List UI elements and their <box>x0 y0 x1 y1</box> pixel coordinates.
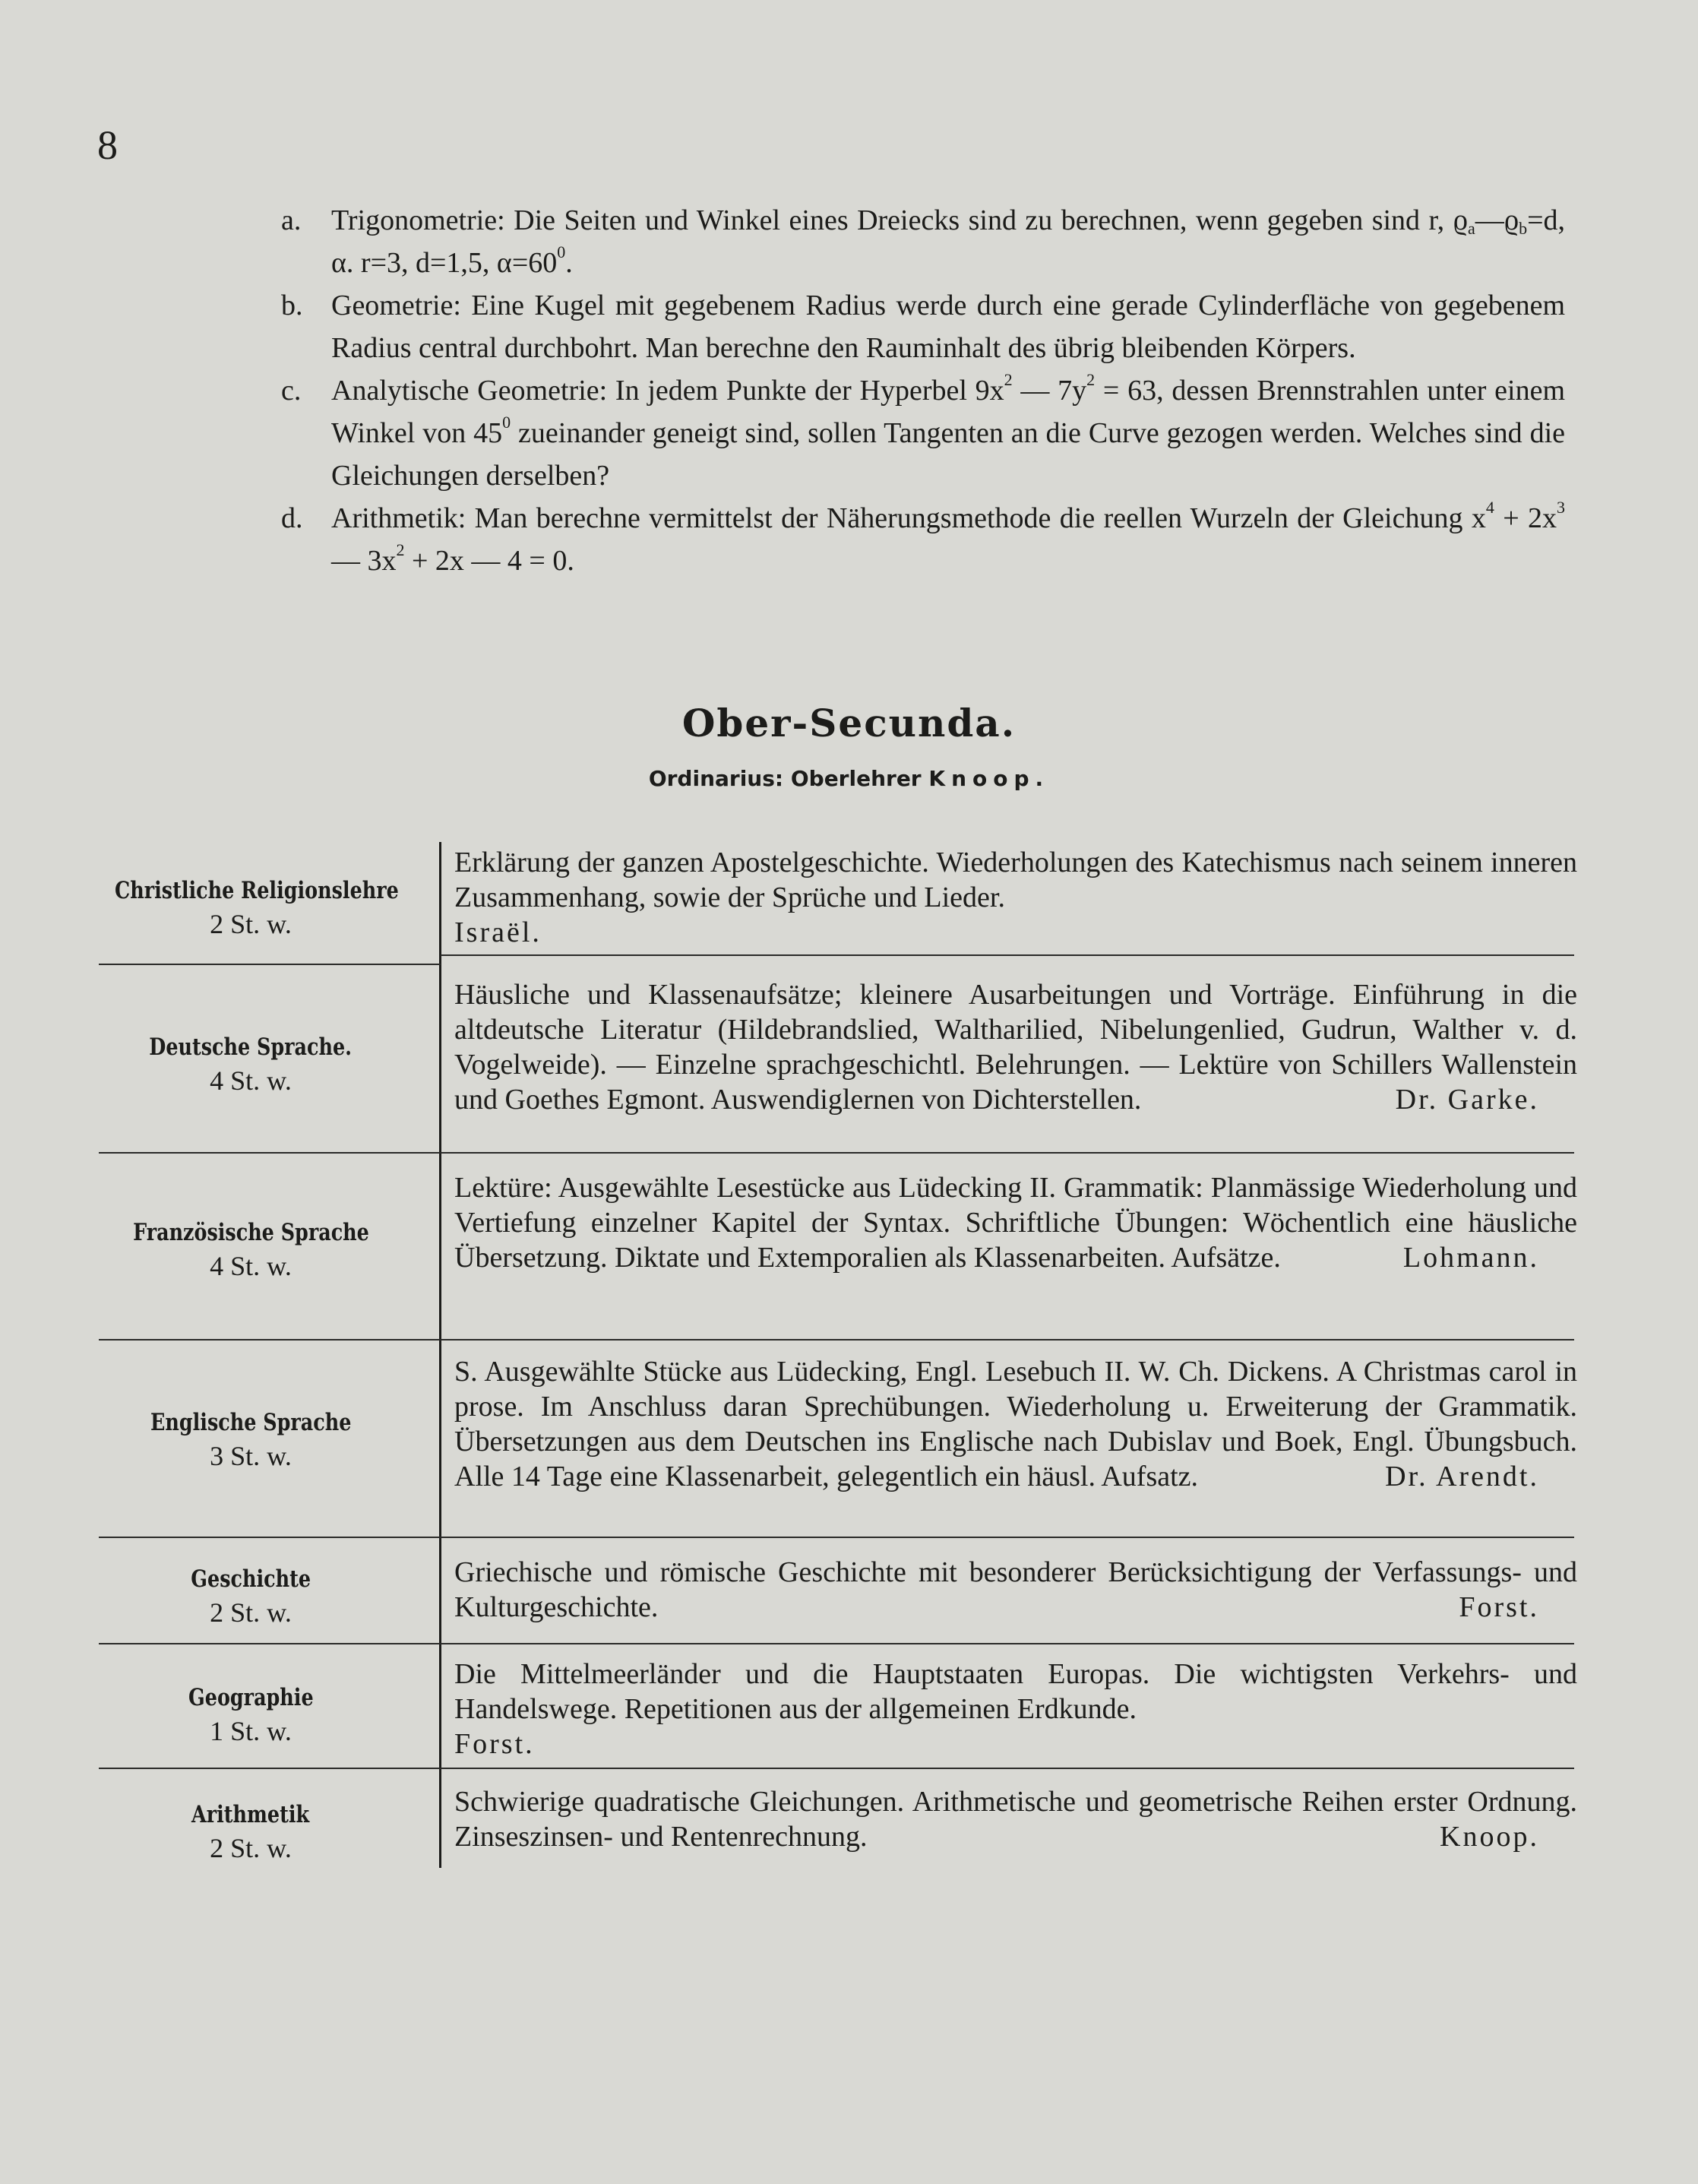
math-task <box>281 497 1565 582</box>
page-number: 8 <box>97 122 118 168</box>
subject-name: Französische Sprache <box>132 1219 369 1246</box>
subject-hours: 2 St. w. <box>210 909 292 939</box>
task-label: c. <box>281 375 302 407</box>
task-text: Trigonometrie: Die Seiten und Winkel eines Dreiecks sind zu berechnen, wenn gegeben sind r, $ϱ_a—ϱ_b=d$, α. r=3, d=1,5, $\alpha=60^0$. <box>331 204 1565 279</box>
subject-name: Deutsche Sprache. <box>149 1033 353 1061</box>
row-separator <box>99 1643 1574 1644</box>
column-divider <box>439 842 441 1868</box>
teacher-name: Forst. <box>454 1728 535 1760</box>
ordinarius-label: Ordinarius: Oberlehrer <box>648 766 922 791</box>
subject-englisch <box>84 1404 418 1473</box>
subject-name: Geographie <box>188 1684 314 1711</box>
task-text: Analytische Geometrie: In jedem Punkte der Hyperbel $9x^2$ — $7y^2 = 63$, dessen Brennstrahlen unter einem Winkel von $45^0$ zueinander geneigt sind, sollen Tangenten an die Curve gezogen werden. Welches sind die Gleichungen derselben? <box>331 370 1565 492</box>
subject-content: Lektüre: Ausgewählte Lesestücke aus Lüdecking II. Grammatik: Planmässige Wiederholung und Vertiefung einzelner Kapitel der Syntax. Schriftliche Übungen: Wöchentlich eine häusliche Übersetzung. Diktate und Extemporalien als Klassenarbeiten. Aufsätze. Lohmann. <box>454 1172 1577 1274</box>
subject-content: Die Mittelmeerländer und die Hauptstaaten Europas. Die wichtigsten Verkehrs- und Handelswege. Repetitionen aus der allgemeinen Erdkunde. Forst. <box>454 1658 1577 1760</box>
math-task <box>281 199 1565 284</box>
math-task <box>281 284 1565 369</box>
section-title: Ober-Secunda. <box>681 701 1017 745</box>
subject-hours: 2 St. w. <box>210 1597 292 1628</box>
subject-religion <box>84 872 418 941</box>
teacher-name: Dr. Garke. <box>1395 1084 1539 1116</box>
teacher-name: Dr. Arendt. <box>1385 1461 1539 1492</box>
subject-franzoesisch <box>84 1214 418 1283</box>
teacher-name: Israël. <box>454 916 542 948</box>
row-separator <box>99 1768 1574 1769</box>
math-tasks <box>281 199 1565 582</box>
row-separator <box>99 964 441 965</box>
subject-content: Häusliche und Klassenaufsätze; kleinere Ausarbeitungen und Vorträge. Einführung in die altdeutsche Literatur (Hildebrandslied, Waltharilied, Nibelungenlied, Gudrun, Walther v. d. Vogelweide). — Einzelne sprachgeschichtl. Belehrungen. — Lektüre von Schillers Wallenstein und Goethes Egmont. Auswendiglernen von Dichterstellen. Dr. Garke. <box>454 979 1577 1116</box>
subject-name: Arithmetik <box>191 1801 310 1828</box>
teacher-name: Forst. <box>1459 1591 1539 1623</box>
row-separator <box>99 1339 1574 1340</box>
subject-name: Englische Sprache <box>150 1409 352 1436</box>
task-text: Arithmetik: Man berechne vermittelst der Näherungsmethode die reellen Wurzeln der Gleichung $x^4 + 2x^3$ — $3x^2 + 2x$ — 4 = 0. <box>331 498 1565 577</box>
row-separator <box>99 1152 1574 1154</box>
subject-hours: 2 St. w. <box>210 1833 292 1863</box>
ordinarius-name: Knoop. <box>928 766 1050 791</box>
subject-geschichte <box>84 1561 418 1629</box>
teacher-name: Knoop. <box>1440 1821 1539 1853</box>
subject-content: Erklärung der ganzen Apostelgeschichte. Wiederholungen des Katechismus nach seinem inneren Zusammenhang, sowie der Sprüche und Lieder. Israël. <box>454 847 1577 948</box>
ordinarius <box>0 766 1698 791</box>
subject-deutsch <box>84 1029 418 1097</box>
subject-hours: 3 St. w. <box>210 1441 292 1471</box>
subject-hours: 4 St. w. <box>210 1251 292 1281</box>
subject-content: Griechische und römische Geschichte mit besonderer Berücksichtigung der Verfassungs- und Kulturgeschichte. Forst. <box>454 1556 1577 1623</box>
subject-geographie <box>84 1679 418 1748</box>
subject-name: Christliche Religionslehre <box>115 877 399 904</box>
subject-hours: 4 St. w. <box>210 1065 292 1096</box>
row-separator <box>441 954 1574 956</box>
subject-name: Geschichte <box>191 1565 311 1593</box>
subject-hours: 1 St. w. <box>210 1716 292 1746</box>
teacher-name: Lohmann. <box>1402 1242 1539 1274</box>
subject-arithmetik <box>84 1796 418 1865</box>
task-label: a. <box>281 204 302 236</box>
subject-content: S. Ausgewählte Stücke aus Lüdecking, Engl. Lesebuch II. W. Ch. Dickens. A Christmas carol in prose. Im Anschluss daran Sprechübungen. Wiederholung u. Erweiterung der Grammatik. Übersetzungen aus dem Deutschen ins Englische nach Dubislav und Boek, Engl. Übungsbuch. Alle 14 Tage eine Klassenarbeit, gelegentlich ein häusl. Aufsatz. Dr. Arendt. <box>454 1356 1577 1492</box>
task-text: Geometrie: Eine Kugel mit gegebenem Radius werde durch eine gerade Cylinderfläche von gegebenem Radius central durchbohrt. Man berechne den Rauminhalt des übrig bleibenden Körpers. <box>331 290 1565 364</box>
task-label: d. <box>281 502 303 534</box>
subject-content: Schwierige quadratische Gleichungen. Arithmetische und geometrische Reihen erster Ordnung. Zinseszinsen- und Rentenrechnung. Knoop. <box>454 1786 1577 1853</box>
math-task <box>281 369 1565 497</box>
task-label: b. <box>281 290 303 321</box>
row-separator <box>99 1537 1574 1538</box>
